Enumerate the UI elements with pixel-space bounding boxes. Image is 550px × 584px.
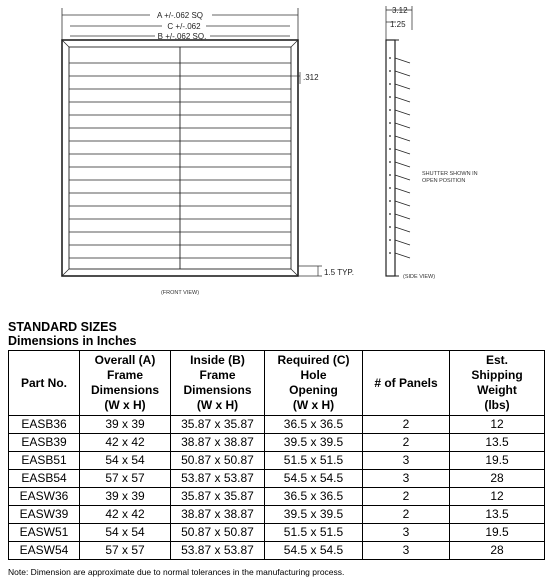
cell-weight: 12 — [450, 488, 545, 506]
header-part-no: Part No. — [9, 351, 80, 416]
header-panels: # of Panels — [363, 351, 450, 416]
cell-panels: 2 — [363, 434, 450, 452]
cell-part: EASW54 — [9, 542, 80, 560]
cell-weight: 13.5 — [450, 434, 545, 452]
cell-hole: 54.5 x 54.5 — [265, 542, 363, 560]
cell-panels: 3 — [363, 542, 450, 560]
table-row — [9, 416, 545, 434]
footnote: Note: Dimension are approximate due to normal tolerances in the manufacturing process. — [8, 567, 345, 577]
cell-weight: 13.5 — [450, 506, 545, 524]
cell-hole: 51.5 x 51.5 — [265, 452, 363, 470]
cell-part: EASB36 — [9, 416, 80, 434]
header-hole: Required (C) Hole Opening (W x H) — [265, 351, 363, 416]
cell-panels: 2 — [363, 506, 450, 524]
cell-inside: 38.87 x 38.87 — [171, 506, 265, 524]
cell-part: EASB51 — [9, 452, 80, 470]
side-dim-top-label: 3.12 — [392, 6, 408, 15]
side-blades — [395, 58, 410, 258]
side-view-label: (SIDE VIEW) — [403, 274, 436, 280]
header-overall: Overall (A) Frame Dimensions (W x H) — [80, 351, 171, 416]
cell-overall: 57 x 57 — [80, 470, 171, 488]
cell-panels: 3 — [363, 452, 450, 470]
front-view-label: (FRONT VIEW) — [160, 290, 200, 296]
cell-inside: 38.87 x 38.87 — [171, 434, 265, 452]
dim-blade-label: .312 — [303, 73, 319, 82]
dim-c-label: C +/-.062 — [167, 22, 201, 31]
header-inside: Inside (B) Frame Dimensions (W x H) — [171, 351, 265, 416]
cell-part: EASB39 — [9, 434, 80, 452]
cell-overall: 42 x 42 — [80, 434, 171, 452]
cell-panels: 3 — [363, 524, 450, 542]
standard-sizes-table — [8, 350, 545, 560]
cell-hole: 36.5 x 36.5 — [265, 488, 363, 506]
cell-part: EASW39 — [9, 506, 80, 524]
shutter-note-line1: SHUTTER SHOWN IN — [422, 171, 478, 177]
side-pivots — [389, 57, 391, 254]
section-subtitle: Dimensions in Inches — [8, 334, 137, 348]
cell-overall: 39 x 39 — [80, 488, 171, 506]
cell-weight: 19.5 — [450, 524, 545, 542]
cell-inside: 35.87 x 35.87 — [171, 488, 265, 506]
section-title: STANDARD SIZES — [8, 320, 117, 334]
shutter-note-line2: OPEN POSITION — [422, 178, 466, 184]
table-row — [9, 434, 545, 452]
dim-b-label: B +/-.062 SQ. — [157, 32, 207, 41]
cell-part: EASW51 — [9, 524, 80, 542]
cell-overall: 54 x 54 — [80, 452, 171, 470]
cell-hole: 39.5 x 39.5 — [265, 506, 363, 524]
cell-hole: 51.5 x 51.5 — [265, 524, 363, 542]
dim-a-label: A +/-.062 SQ — [156, 11, 204, 20]
cell-inside: 50.87 x 50.87 — [171, 524, 265, 542]
dim-frame-label: 1.5 TYP. — [324, 268, 354, 277]
cell-part: EASW36 — [9, 488, 80, 506]
cell-weight: 28 — [450, 542, 545, 560]
cell-panels: 3 — [363, 470, 450, 488]
cell-part: EASB54 — [9, 470, 80, 488]
front-view — [62, 40, 298, 276]
cell-overall: 57 x 57 — [80, 542, 171, 560]
header-weight: Est. Shipping Weight (lbs) — [450, 351, 545, 416]
table-row — [9, 506, 545, 524]
cell-inside: 53.87 x 53.87 — [171, 542, 265, 560]
side-view — [386, 6, 412, 276]
cell-inside: 50.87 x 50.87 — [171, 452, 265, 470]
side-dim-second-label: 1.25 — [390, 20, 406, 29]
cell-overall: 39 x 39 — [80, 416, 171, 434]
table-row — [9, 488, 545, 506]
cell-panels: 2 — [363, 416, 450, 434]
table-header-row — [9, 351, 545, 416]
cell-weight: 28 — [450, 470, 545, 488]
table-row — [9, 542, 545, 560]
table-row — [9, 470, 545, 488]
cell-overall: 54 x 54 — [80, 524, 171, 542]
cell-weight: 19.5 — [450, 452, 545, 470]
table-row — [9, 452, 545, 470]
table-row — [9, 524, 545, 542]
cell-hole: 39.5 x 39.5 — [265, 434, 363, 452]
cell-hole: 54.5 x 54.5 — [265, 470, 363, 488]
cell-weight: 12 — [450, 416, 545, 434]
cell-panels: 2 — [363, 488, 450, 506]
cell-inside: 53.87 x 53.87 — [171, 470, 265, 488]
cell-overall: 42 x 42 — [80, 506, 171, 524]
cell-inside: 35.87 x 35.87 — [171, 416, 265, 434]
cell-hole: 36.5 x 36.5 — [265, 416, 363, 434]
